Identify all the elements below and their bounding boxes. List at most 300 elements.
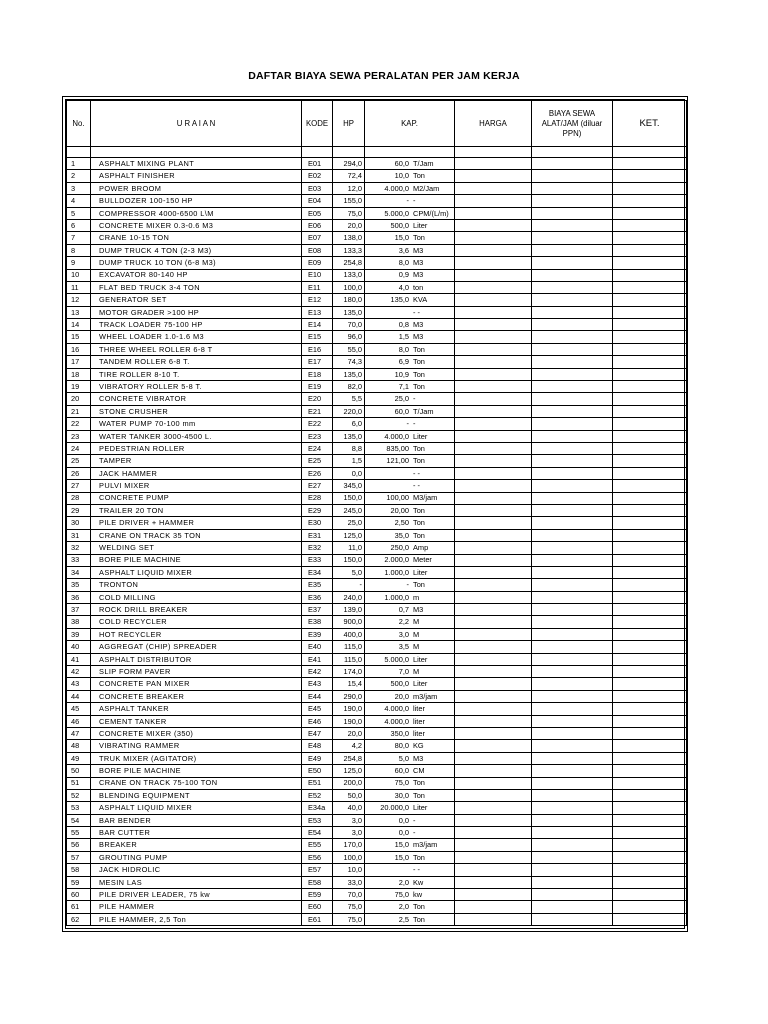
- row-kap-value: 4.000,0: [384, 704, 409, 714]
- row-harga: [455, 269, 532, 281]
- row-kode: E15: [302, 331, 333, 343]
- row-kode: E59: [302, 889, 333, 901]
- row-biaya-sewa: [532, 542, 613, 554]
- row-kap-unit: T/Jam: [413, 158, 434, 168]
- row-kap-unit: - -: [413, 481, 420, 491]
- row-kap-value: 15,0: [394, 233, 409, 243]
- row-harga: [455, 442, 532, 454]
- row-kapasitas: [365, 158, 455, 170]
- row-hp: 3,0: [333, 814, 365, 826]
- row-kap-value: 5.000,0: [384, 654, 409, 664]
- row-harga: [455, 851, 532, 863]
- row-number: 62: [67, 913, 91, 925]
- header-row: [67, 101, 687, 147]
- row-biaya-sewa: [532, 690, 613, 702]
- row-kapasitas: [365, 765, 455, 777]
- row-ket: [613, 789, 687, 801]
- row-hp: 75,0: [333, 207, 365, 219]
- row-number: 31: [67, 529, 91, 541]
- row-kapasitas: [365, 269, 455, 281]
- rental-cost-sheet: [62, 96, 688, 932]
- row-kode: E45: [302, 703, 333, 715]
- row-harga: [455, 219, 532, 231]
- row-kap-unit: Kw: [413, 877, 424, 887]
- row-kap-value: 8,0: [398, 344, 409, 354]
- row-number: 10: [67, 269, 91, 281]
- row-number: 29: [67, 504, 91, 516]
- row-hp: 133,0: [333, 269, 365, 281]
- row-harga: [455, 393, 532, 405]
- row-ket: [613, 901, 687, 913]
- row-hp: 135,0: [333, 306, 365, 318]
- row-kap-unit: Ton: [413, 505, 425, 515]
- row-kode: E46: [302, 715, 333, 727]
- row-kapasitas: [365, 294, 455, 306]
- row-kap-unit: Liter: [413, 220, 428, 230]
- row-biaya-sewa: [532, 579, 613, 591]
- row-biaya-sewa: [532, 306, 613, 318]
- row-kap-value: 75,0: [394, 889, 409, 899]
- row-kap-value: 2,0: [398, 877, 409, 887]
- row-biaya-sewa: [532, 554, 613, 566]
- row-ket: [613, 802, 687, 814]
- table-row: [67, 529, 687, 541]
- row-ket: [613, 158, 687, 170]
- row-kap-value: 135,0: [390, 295, 409, 305]
- row-kapasitas: [365, 368, 455, 380]
- row-kap-unit: Meter: [413, 555, 432, 565]
- row-kode: E23: [302, 430, 333, 442]
- row-kapasitas: [365, 641, 455, 653]
- row-harga: [455, 542, 532, 554]
- row-number: 59: [67, 876, 91, 888]
- header-kap: KAP.: [365, 101, 455, 147]
- row-hp: 8,8: [333, 442, 365, 454]
- row-hp: 150,0: [333, 492, 365, 504]
- row-kap-value: 7,0: [398, 666, 409, 676]
- row-kapasitas: [365, 703, 455, 715]
- row-hp: 3,0: [333, 827, 365, 839]
- row-harga: [455, 889, 532, 901]
- row-kapasitas: [365, 876, 455, 888]
- row-biaya-sewa: [532, 442, 613, 454]
- row-biaya-sewa: [532, 604, 613, 616]
- row-number: 13: [67, 306, 91, 318]
- row-kode: E09: [302, 257, 333, 269]
- row-biaya-sewa: [532, 703, 613, 715]
- row-uraian: STONE CRUSHER: [91, 405, 302, 417]
- row-uraian: BLENDING EQUIPMENT: [91, 789, 302, 801]
- row-number: 26: [67, 467, 91, 479]
- row-kap-value: 2,5: [398, 914, 409, 924]
- row-kapasitas: [365, 257, 455, 269]
- row-hp: 290,0: [333, 690, 365, 702]
- row-number: 8: [67, 244, 91, 256]
- row-uraian: BULLDOZER 100-150 HP: [91, 195, 302, 207]
- table-row: [67, 901, 687, 913]
- row-kap-unit: Ton: [413, 381, 425, 391]
- header-hp: HP: [333, 101, 365, 147]
- row-ket: [613, 480, 687, 492]
- row-number: 30: [67, 517, 91, 529]
- row-ket: [613, 257, 687, 269]
- row-kode: E01: [302, 158, 333, 170]
- row-ket: [613, 244, 687, 256]
- row-harga: [455, 827, 532, 839]
- row-hp: 75,0: [333, 913, 365, 925]
- row-kap-value: 1,5: [398, 332, 409, 342]
- row-number: 46: [67, 715, 91, 727]
- row-biaya-sewa: [532, 430, 613, 442]
- table-row: [67, 343, 687, 355]
- row-kap-unit: KVA: [413, 295, 428, 305]
- table-row: [67, 356, 687, 368]
- row-kapasitas: [365, 802, 455, 814]
- row-kapasitas: [365, 591, 455, 603]
- row-number: 14: [67, 319, 91, 331]
- row-kap-unit: Liter: [413, 679, 428, 689]
- row-ket: [613, 740, 687, 752]
- row-kap-unit: m3/jam: [413, 840, 438, 850]
- row-kap-unit: m: [413, 592, 420, 602]
- row-number: 9: [67, 257, 91, 269]
- row-biaya-sewa: [532, 827, 613, 839]
- row-harga: [455, 802, 532, 814]
- row-kode: E51: [302, 777, 333, 789]
- row-kapasitas: [365, 628, 455, 640]
- row-biaya-sewa: [532, 876, 613, 888]
- row-number: 18: [67, 368, 91, 380]
- row-kode: E30: [302, 517, 333, 529]
- row-harga: [455, 517, 532, 529]
- row-uraian: CRANE ON TRACK 35 TON: [91, 529, 302, 541]
- row-harga: [455, 356, 532, 368]
- row-ket: [613, 331, 687, 343]
- row-kapasitas: [365, 442, 455, 454]
- table-row: [67, 666, 687, 678]
- table-row: [67, 195, 687, 207]
- row-hp: 25,0: [333, 517, 365, 529]
- row-biaya-sewa: [532, 294, 613, 306]
- row-number: 40: [67, 641, 91, 653]
- row-kode: E08: [302, 244, 333, 256]
- row-kode: E29: [302, 504, 333, 516]
- row-kap-value: 60,0: [394, 406, 409, 416]
- row-uraian: POWER BROOM: [91, 182, 302, 194]
- row-kapasitas: [365, 504, 455, 516]
- row-hp: 100,0: [333, 851, 365, 863]
- row-hp: 20,0: [333, 727, 365, 739]
- sheet-inner-frame: [65, 99, 685, 929]
- row-kapasitas: [365, 492, 455, 504]
- row-number: 38: [67, 616, 91, 628]
- row-kapasitas: [365, 207, 455, 219]
- row-kap-value: -: [406, 419, 409, 429]
- row-ket: [613, 566, 687, 578]
- row-kap-unit: Liter: [413, 431, 428, 441]
- row-kode: E07: [302, 232, 333, 244]
- row-kode: E34: [302, 566, 333, 578]
- row-harga: [455, 653, 532, 665]
- row-uraian: BORE PILE MACHINE: [91, 554, 302, 566]
- row-number: 20: [67, 393, 91, 405]
- row-kode: E13: [302, 306, 333, 318]
- row-kap-value: 4.000,0: [384, 183, 409, 193]
- row-hp: 82,0: [333, 381, 365, 393]
- row-harga: [455, 158, 532, 170]
- table-row: [67, 814, 687, 826]
- row-ket: [613, 591, 687, 603]
- table-row: [67, 752, 687, 764]
- table-row: [67, 765, 687, 777]
- row-kap-unit: CPM/(L/m): [413, 208, 449, 218]
- row-kap-unit: Ton: [413, 914, 425, 924]
- row-kapasitas: [365, 381, 455, 393]
- row-biaya-sewa: [532, 207, 613, 219]
- row-harga: [455, 628, 532, 640]
- row-kap-unit: -: [413, 394, 416, 404]
- row-kap-unit: Ton: [413, 456, 425, 466]
- row-biaya-sewa: [532, 889, 613, 901]
- row-uraian: COMPRESSOR 4000-6500 L\M: [91, 207, 302, 219]
- row-hp: 135,0: [333, 368, 365, 380]
- table-row: [67, 839, 687, 851]
- row-hp: 139,0: [333, 604, 365, 616]
- row-kapasitas: [365, 480, 455, 492]
- row-ket: [613, 616, 687, 628]
- row-hp: 345,0: [333, 480, 365, 492]
- row-ket: [613, 628, 687, 640]
- table-row: [67, 467, 687, 479]
- row-ket: [613, 690, 687, 702]
- row-kode: E06: [302, 219, 333, 231]
- row-harga: [455, 765, 532, 777]
- row-harga: [455, 566, 532, 578]
- row-uraian: TRACK LOADER 75-100 HP: [91, 319, 302, 331]
- table-row: [67, 554, 687, 566]
- table-row: [67, 542, 687, 554]
- table-row: [67, 158, 687, 170]
- row-kap-value: 0,7: [398, 605, 409, 614]
- row-uraian: PILE HAMMER: [91, 901, 302, 913]
- row-kap-value: 121,00: [386, 456, 409, 466]
- row-biaya-sewa: [532, 281, 613, 293]
- row-kap-unit: M3: [413, 245, 424, 255]
- row-kode: E14: [302, 319, 333, 331]
- row-kapasitas: [365, 281, 455, 293]
- table-row: [67, 405, 687, 417]
- table-row: [67, 430, 687, 442]
- row-harga: [455, 182, 532, 194]
- row-kap-value: 2,50: [394, 518, 409, 528]
- row-uraian: PILE HAMMER, 2,5 Ton: [91, 913, 302, 925]
- row-biaya-sewa: [532, 257, 613, 269]
- row-uraian: CONCRETE MIXER (350): [91, 727, 302, 739]
- row-uraian: PULVI MIXER: [91, 480, 302, 492]
- row-number: 43: [67, 678, 91, 690]
- row-biaya-sewa: [532, 901, 613, 913]
- row-number: 28: [67, 492, 91, 504]
- row-kap-value: 10,9: [394, 369, 409, 379]
- row-uraian: CONCRETE MIXER 0.3-0.6 M3: [91, 219, 302, 231]
- row-hp: 12,0: [333, 182, 365, 194]
- row-hp: 0,0: [333, 467, 365, 479]
- row-harga: [455, 381, 532, 393]
- row-kapasitas: [365, 653, 455, 665]
- row-kap-value: 75,0: [394, 778, 409, 788]
- table-row: [67, 281, 687, 293]
- row-uraian: CRANE ON TRACK 75-100 TON: [91, 777, 302, 789]
- row-biaya-sewa: [532, 343, 613, 355]
- row-biaya-sewa: [532, 405, 613, 417]
- row-number: 11: [67, 281, 91, 293]
- row-number: 32: [67, 542, 91, 554]
- row-uraian: COLD RECYCLER: [91, 616, 302, 628]
- row-uraian: TRAILER 20 TON: [91, 504, 302, 516]
- row-biaya-sewa: [532, 678, 613, 690]
- table-row: [67, 219, 687, 231]
- row-kode: E32: [302, 542, 333, 554]
- row-hp: 155,0: [333, 195, 365, 207]
- row-kap-unit: Ton: [413, 443, 425, 453]
- row-ket: [613, 554, 687, 566]
- row-number: 37: [67, 604, 91, 616]
- row-number: 45: [67, 703, 91, 715]
- table-row: [67, 653, 687, 665]
- row-hp: 135,0: [333, 430, 365, 442]
- row-uraian: CRANE 10-15 TON: [91, 232, 302, 244]
- row-number: 34: [67, 566, 91, 578]
- row-uraian: GENERATOR SET: [91, 294, 302, 306]
- row-biaya-sewa: [532, 802, 613, 814]
- row-kode: E20: [302, 393, 333, 405]
- row-kapasitas: [365, 789, 455, 801]
- row-ket: [613, 368, 687, 380]
- row-biaya-sewa: [532, 418, 613, 430]
- row-uraian: ASPHALT MIXING PLANT: [91, 158, 302, 170]
- row-ket: [613, 715, 687, 727]
- row-kap-value: 15,0: [394, 840, 409, 850]
- table-row: [67, 913, 687, 925]
- row-kap-unit: Ton: [413, 778, 425, 788]
- table-row: [67, 294, 687, 306]
- row-kap-value: -: [406, 196, 409, 206]
- row-ket: [613, 666, 687, 678]
- row-kap-unit: M3: [413, 320, 424, 330]
- row-ket: [613, 467, 687, 479]
- row-kap-unit: Ton: [413, 171, 425, 181]
- table-row: [67, 455, 687, 467]
- row-number: 56: [67, 839, 91, 851]
- row-kapasitas: [365, 864, 455, 876]
- row-uraian: THREE WHEEL ROLLER 6-8 T: [91, 343, 302, 355]
- row-ket: [613, 269, 687, 281]
- row-hp: 10,0: [333, 864, 365, 876]
- row-kap-value: 0,0: [398, 815, 409, 825]
- row-number: 24: [67, 442, 91, 454]
- row-hp: 5,5: [333, 393, 365, 405]
- row-ket: [613, 641, 687, 653]
- row-kode: E05: [302, 207, 333, 219]
- row-kap-value: 7,1: [398, 381, 409, 391]
- row-uraian: AGGREGAT (CHIP) SPREADER: [91, 641, 302, 653]
- row-ket: [613, 839, 687, 851]
- row-uraian: MOTOR GRADER >100 HP: [91, 306, 302, 318]
- row-number: 41: [67, 653, 91, 665]
- row-biaya-sewa: [532, 195, 613, 207]
- row-kap-value: -: [406, 580, 409, 590]
- table-row: [67, 368, 687, 380]
- row-uraian: TRUK MIXER (AGITATOR): [91, 752, 302, 764]
- row-kap-unit: Amp: [413, 543, 429, 553]
- row-hp: 20,0: [333, 219, 365, 231]
- spacer-row: [67, 147, 687, 158]
- row-biaya-sewa: [532, 752, 613, 764]
- table-row: [67, 715, 687, 727]
- row-kapasitas: [365, 666, 455, 678]
- row-kap-unit: M3: [413, 258, 424, 268]
- row-number: 6: [67, 219, 91, 231]
- row-kode: E36: [302, 591, 333, 603]
- row-number: 12: [67, 294, 91, 306]
- row-kap-unit: - -: [413, 307, 420, 317]
- row-biaya-sewa: [532, 158, 613, 170]
- row-kapasitas: [365, 331, 455, 343]
- row-kode: E58: [302, 876, 333, 888]
- row-biaya-sewa: [532, 170, 613, 182]
- row-kap-unit: kw: [413, 889, 423, 899]
- row-harga: [455, 257, 532, 269]
- row-uraian: SLIP FORM PAVER: [91, 666, 302, 678]
- row-harga: [455, 319, 532, 331]
- row-harga: [455, 666, 532, 678]
- row-hp: 15,4: [333, 678, 365, 690]
- row-biaya-sewa: [532, 591, 613, 603]
- row-kap-value: 4.000,0: [384, 716, 409, 726]
- row-harga: [455, 752, 532, 764]
- row-kapasitas: [365, 827, 455, 839]
- row-uraian: BAR CUTTER: [91, 827, 302, 839]
- row-ket: [613, 405, 687, 417]
- row-number: 57: [67, 851, 91, 863]
- row-harga: [455, 579, 532, 591]
- row-uraian: VIBRATORY ROLLER 5-8 T.: [91, 381, 302, 393]
- row-harga: [455, 616, 532, 628]
- row-ket: [613, 777, 687, 789]
- table-row: [67, 876, 687, 888]
- row-biaya-sewa: [532, 480, 613, 492]
- row-kapasitas: [365, 430, 455, 442]
- table-row: [67, 170, 687, 182]
- row-uraian: TRONTON: [91, 579, 302, 591]
- row-kode: E39: [302, 628, 333, 640]
- row-biaya-sewa: [532, 566, 613, 578]
- row-kapasitas: [365, 814, 455, 826]
- row-harga: [455, 690, 532, 702]
- row-uraian: ASPHALT LIQUID MIXER: [91, 802, 302, 814]
- row-number: 47: [67, 727, 91, 739]
- row-number: 27: [67, 480, 91, 492]
- row-ket: [613, 913, 687, 925]
- row-ket: [613, 517, 687, 529]
- row-hp: 5,0: [333, 566, 365, 578]
- row-number: 7: [67, 232, 91, 244]
- row-kap-unit: ton: [413, 282, 424, 292]
- row-kapasitas: [365, 579, 455, 591]
- row-hp: 180,0: [333, 294, 365, 306]
- row-biaya-sewa: [532, 616, 613, 628]
- row-ket: [613, 442, 687, 454]
